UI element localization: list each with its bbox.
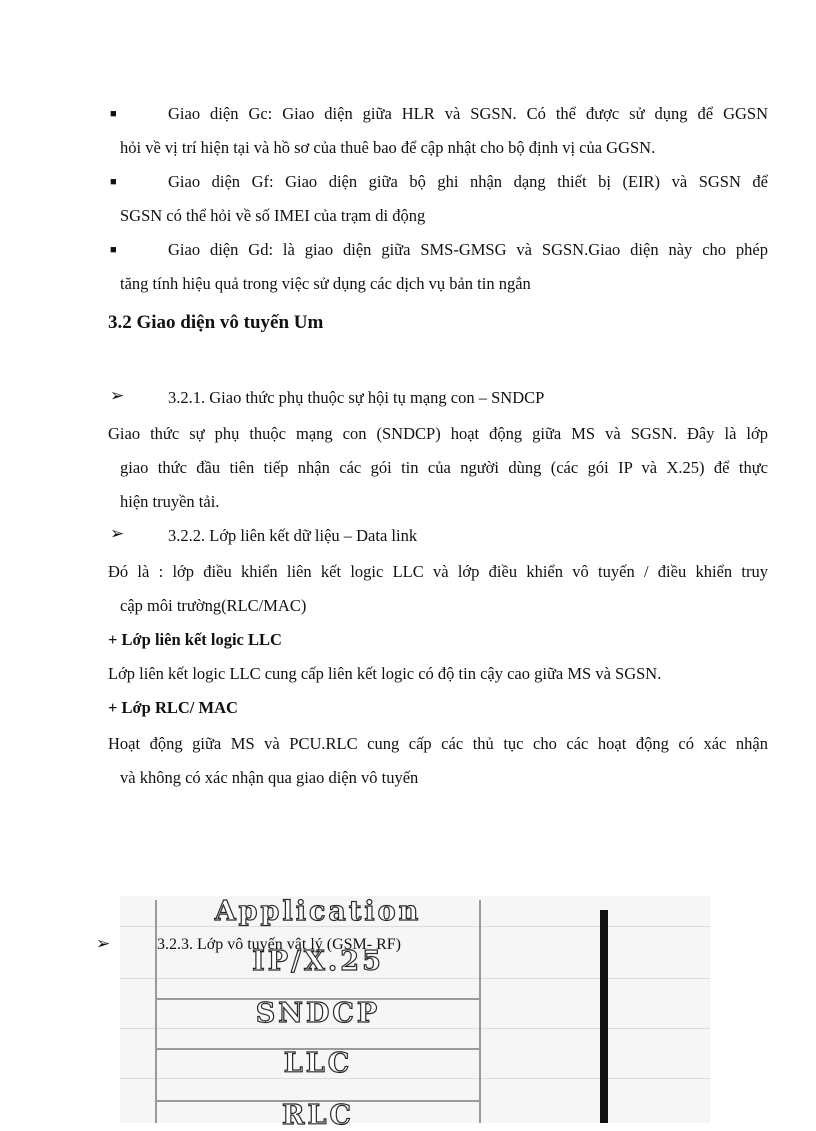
protocol-stack: [155, 896, 481, 1131]
square-bullet-icon: ■: [110, 108, 117, 120]
section-heading: 3.2 Giao diện vô tuyến Um: [108, 312, 324, 333]
llc-text: Lớp liên kết logic LLC cung cấp liên kết logic có độ tin cậy cao giữa MS và SGSN.: [108, 664, 662, 683]
bullet-2-line-2: SGSN có thể hỏi về số IMEI của trạm di động: [120, 206, 426, 225]
rlc-text-line-2: và không có xác nhận qua giao diện vô tuyến: [120, 768, 419, 787]
subsection-3-2-1-para-line-3: hiện truyền tải.: [120, 492, 220, 511]
subsection-3-2-2-para-line-2: cập môi trường(RLC/MAC): [120, 596, 307, 615]
subsection-3-2-3-title: 3.2.3. Lớp vô tuyến vật lý (GSM- RF): [157, 936, 402, 953]
subsection-3-2-1-para-line-1: Giao thức sự phụ thuộc mạng con (SNDCP) hoạt động giữa MS và SGSN. Đây là lớp: [108, 424, 768, 443]
subsection-3-2-1-title: 3.2.1. Giao thức phụ thuộc sự hội tụ mạng con – SNDCP: [168, 388, 545, 407]
square-bullet-icon: ■: [110, 244, 117, 256]
bullet-2-line-1: Giao diện Gf: Giao diện giữa bộ ghi nhận dạng thiết bị (EIR) và SGSN để: [168, 172, 768, 191]
llc-heading: + Lớp liên kết logic LLC: [108, 630, 282, 649]
square-bullet-icon: ■: [110, 176, 117, 188]
arrow-bullet-icon: ➢: [110, 524, 125, 543]
bullet-1-line-1: Giao diện Gc: Giao diện giữa HLR và SGSN. Có thể được sử dụng để GGSN: [168, 104, 768, 123]
layer-ip-x25: IP/X.25: [252, 946, 384, 977]
bullet-3-line-2: tăng tính hiệu quả trong việc sử dụng các dịch vụ bản tin ngắn: [120, 274, 531, 293]
subsection-3-2-1-para-line-2: giao thức đầu tiên tiếp nhận các gói tin của người dùng (các gói IP và X.25) để thực: [120, 458, 768, 477]
bullet-3-line-1: Giao diện Gd: là giao diện giữa SMS-GMSG và SGSN.Giao diện này cho phép: [168, 240, 768, 259]
layer-llc: LLC: [283, 1048, 353, 1079]
rlc-text-line-1: Hoạt động giữa MS và PCU.RLC cung cấp các thủ tục cho các hoạt động có xác nhận: [108, 734, 768, 753]
layer-rlc: RLC: [282, 1100, 354, 1131]
arrow-bullet-icon: ➢: [96, 934, 111, 953]
subsection-3-2-2-title: 3.2.2. Lớp liên kết dữ liệu – Data link: [168, 526, 418, 545]
diagram-vertical-bar: [600, 910, 608, 1123]
layer-application: Application: [214, 896, 422, 927]
bullet-1-line-2: hỏi về vị trí hiện tại và hồ sơ của thuê bao để cập nhật cho bộ định vị của GGSN.: [120, 138, 656, 157]
rlc-heading: + Lớp RLC/ MAC: [108, 698, 238, 717]
layer-sndcp: SNDCP: [255, 998, 381, 1029]
subsection-3-2-2-para-line-1: Đó là : lớp điều khiển liên kết logic LLC và lớp điều khiển vô tuyến / điều khiển truy: [108, 562, 768, 581]
arrow-bullet-icon: ➢: [110, 386, 125, 405]
